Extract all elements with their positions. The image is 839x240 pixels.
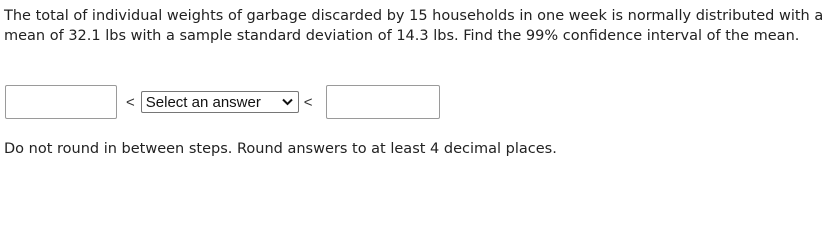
parameter-select[interactable]	[141, 91, 299, 113]
chevron-down-icon	[282, 98, 293, 106]
rounding-instruction: Do not round in between steps. Round answers to at least 4 decimal places.	[4, 141, 557, 157]
confidence-interval-row	[5, 85, 440, 119]
select-label: Select an answer	[145, 93, 261, 111]
less-than-symbol-2: <	[303, 93, 313, 111]
lower-bound-input[interactable]	[5, 85, 117, 119]
upper-bound-input[interactable]	[326, 85, 440, 119]
question-text: The total of individual weights of garbage discarded by 15 households in one week is normally distributed with a mean of 32.1 lbs with a sample standard deviation of 14.3 lbs. Find the 99% confidence interval of the mean.	[4, 8, 824, 44]
less-than-symbol: <	[126, 93, 135, 111]
